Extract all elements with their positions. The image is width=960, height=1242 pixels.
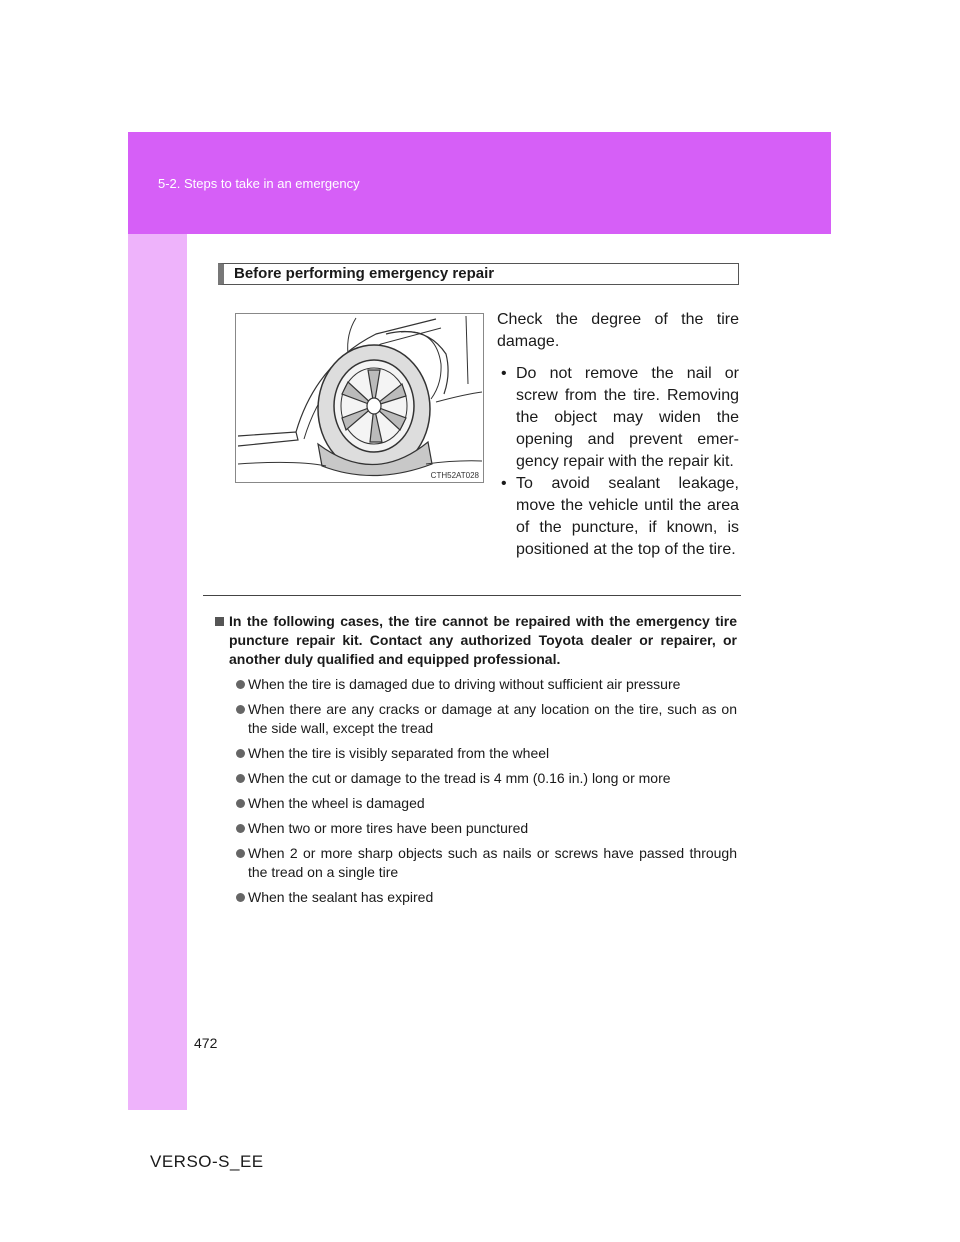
side-strip bbox=[128, 234, 187, 1110]
list-item bbox=[215, 844, 737, 882]
circle-bullet-icon bbox=[236, 749, 245, 758]
page-number: 472 bbox=[194, 1035, 218, 1051]
circle-bullet-icon bbox=[236, 799, 245, 808]
list-item-text: When the cut or damage to the tread is 4 mm (0.16 in.) long or more bbox=[248, 770, 671, 786]
note-section bbox=[215, 612, 737, 913]
list-item bbox=[215, 700, 737, 738]
list-item-text: When the tire is visibly separated from the wheel bbox=[248, 745, 550, 761]
model-code: VERSO-S_EE bbox=[150, 1152, 264, 1171]
circle-bullet-icon bbox=[236, 849, 245, 858]
illustration-code: CTH52AT028 bbox=[430, 471, 479, 480]
list-item bbox=[215, 769, 737, 788]
list-item-text: When the tire is damaged due to driving without sufficient air pressure bbox=[248, 676, 681, 692]
bullet-item: • To avoid sealant leakage, move the vehicle until the area of the puncture, if known, is positioned at the top of the tire. bbox=[497, 473, 739, 561]
section-title: 5-2. Steps to take in an emergency bbox=[158, 176, 360, 191]
intro-paragraph: Check the degree of the tire damage. bbox=[497, 311, 739, 350]
circle-bullet-icon bbox=[236, 680, 245, 689]
circle-bullet-icon bbox=[236, 893, 245, 902]
instruction-text bbox=[497, 309, 739, 561]
note-heading bbox=[215, 612, 737, 669]
divider bbox=[203, 595, 741, 596]
list-item bbox=[215, 794, 737, 813]
list-item bbox=[215, 744, 737, 763]
condition-list bbox=[215, 675, 737, 907]
list-item-text: When two or more tires have been punctured bbox=[248, 820, 529, 836]
square-bullet-icon bbox=[215, 617, 224, 626]
circle-bullet-icon bbox=[236, 774, 245, 783]
list-item bbox=[215, 675, 737, 694]
list-item-text: When the sealant has expired bbox=[248, 889, 434, 905]
subsection-heading bbox=[218, 263, 739, 285]
bullet-item: • Do not remove the nail or screw from the tire. Removing the object may widen the opening and prevent emer-gency repair with the repair kit. bbox=[497, 363, 739, 473]
list-item bbox=[215, 819, 737, 838]
circle-bullet-icon bbox=[236, 824, 245, 833]
list-item-text: When 2 or more sharp objects such as nails or screws have passed through the tread on a single tire bbox=[248, 845, 737, 880]
tire-icon bbox=[236, 314, 483, 482]
circle-bullet-icon bbox=[236, 705, 245, 714]
subsection-heading-text: Before performing emergency repair bbox=[234, 265, 495, 282]
list-item-text: When the wheel is damaged bbox=[248, 795, 425, 811]
flat-tire-illustration bbox=[235, 313, 484, 483]
note-heading-text: In the following cases, the tire cannot be repaired with the emergency tire puncture repair kit. Contact any authorized Toyota dealer or repairer, or another duly qualified and equipped professional. bbox=[229, 613, 737, 667]
list-item-text: When there are any cracks or damage at any location on the tire, such as on the side wall, except the tread bbox=[248, 701, 737, 736]
list-item bbox=[215, 888, 737, 907]
